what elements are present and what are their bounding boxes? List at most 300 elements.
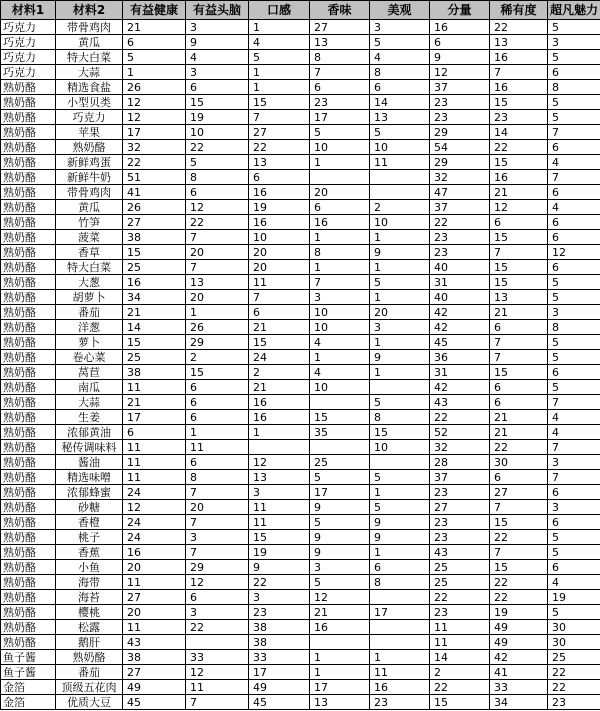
stat-cell: 5: [370, 275, 430, 290]
stat-cell: 15: [490, 275, 548, 290]
stat-cell: 20: [186, 500, 249, 515]
ingredient2-cell: 新鲜牛奶: [56, 170, 123, 185]
ingredient2-cell: 胡萝卜: [56, 290, 123, 305]
stat-cell: 2: [186, 350, 249, 365]
stat-cell: 10: [370, 440, 430, 455]
stat-cell: 5: [186, 155, 249, 170]
table-row: [1, 575, 600, 590]
stat-cell: 3: [249, 590, 310, 605]
stat-cell: 1: [370, 650, 430, 665]
stat-cell: 1: [310, 665, 370, 680]
stat-cell: 49: [123, 680, 186, 695]
stat-cell: 54: [430, 140, 490, 155]
stat-cell: 7: [548, 125, 600, 140]
stat-cell: 4: [548, 425, 600, 440]
ingredient2-cell: 带骨鸡肉: [56, 185, 123, 200]
stat-cell: 38: [123, 230, 186, 245]
table-row: [1, 365, 600, 380]
stat-cell: 29: [430, 125, 490, 140]
table-row: [1, 290, 600, 305]
stat-cell: 8: [310, 50, 370, 65]
stat-cell: 23: [249, 605, 310, 620]
stat-cell: 16: [490, 80, 548, 95]
column-header: 口感: [249, 1, 310, 20]
stat-cell: 12: [310, 590, 370, 605]
stat-cell: 26: [123, 80, 186, 95]
stat-cell: 11: [123, 380, 186, 395]
stat-cell: 38: [123, 365, 186, 380]
stat-cell: [370, 620, 430, 635]
ingredient2-cell: 小型贝类: [56, 95, 123, 110]
stat-cell: 3: [548, 305, 600, 320]
stat-cell: 6: [548, 515, 600, 530]
column-header: 美观: [370, 1, 430, 20]
stat-cell: 42: [430, 305, 490, 320]
stat-cell: 1: [249, 20, 310, 35]
ingredient1-cell: 熟奶酪: [1, 500, 56, 515]
stat-cell: 31: [430, 275, 490, 290]
table-row: [1, 455, 600, 470]
stat-cell: 15: [249, 335, 310, 350]
ingredient1-cell: 熟奶酪: [1, 620, 56, 635]
table-row: [1, 410, 600, 425]
stat-cell: 28: [430, 455, 490, 470]
stat-cell: 7: [186, 695, 249, 710]
stat-cell: 5: [370, 500, 430, 515]
stat-cell: 15: [249, 95, 310, 110]
stat-cell: 2: [370, 200, 430, 215]
stat-cell: 6: [490, 320, 548, 335]
stat-cell: 7: [249, 290, 310, 305]
stat-cell: 1: [370, 335, 430, 350]
stat-cell: 11: [123, 440, 186, 455]
stat-cell: [370, 185, 430, 200]
stat-cell: 33: [249, 650, 310, 665]
stat-cell: 9: [310, 500, 370, 515]
stat-cell: 27: [490, 485, 548, 500]
ingredient1-cell: 巧克力: [1, 35, 56, 50]
stat-cell: 6: [548, 365, 600, 380]
stat-cell: 38: [249, 620, 310, 635]
stat-cell: 17: [310, 485, 370, 500]
stat-cell: 24: [123, 515, 186, 530]
stat-cell: 40: [430, 260, 490, 275]
ingredient2-cell: 生姜: [56, 410, 123, 425]
ingredient1-cell: 熟奶酪: [1, 110, 56, 125]
stat-cell: 1: [310, 155, 370, 170]
stat-cell: 27: [123, 215, 186, 230]
ingredient2-cell: 香草: [56, 245, 123, 260]
ingredient1-cell: 熟奶酪: [1, 470, 56, 485]
stat-cell: 23: [430, 485, 490, 500]
table-row: [1, 530, 600, 545]
ingredient2-cell: 新鲜鸡蛋: [56, 155, 123, 170]
stat-cell: 7: [490, 545, 548, 560]
stat-cell: 36: [430, 350, 490, 365]
ingredient2-cell: 番茄: [56, 305, 123, 320]
ingredient2-cell: 樱桃: [56, 605, 123, 620]
stat-cell: 17: [249, 665, 310, 680]
stat-cell: 9: [430, 50, 490, 65]
stat-cell: 13: [310, 35, 370, 50]
stat-cell: 10: [249, 230, 310, 245]
stat-cell: 11: [123, 620, 186, 635]
stat-cell: 7: [490, 65, 548, 80]
stat-cell: 20: [123, 560, 186, 575]
stat-cell: 27: [249, 125, 310, 140]
stat-cell: 24: [123, 530, 186, 545]
stat-cell: 3: [310, 560, 370, 575]
stat-cell: [370, 455, 430, 470]
ingredient1-cell: 熟奶酪: [1, 455, 56, 470]
stat-cell: 5: [123, 50, 186, 65]
stat-cell: 43: [430, 545, 490, 560]
stat-cell: 5: [548, 545, 600, 560]
stat-cell: 6: [490, 470, 548, 485]
stat-cell: 26: [123, 200, 186, 215]
ingredient2-cell: 番茄: [56, 665, 123, 680]
stat-cell: 43: [123, 635, 186, 650]
stat-cell: 22: [490, 590, 548, 605]
table-row: [1, 95, 600, 110]
ingredient2-cell: 秘传调味料: [56, 440, 123, 455]
stat-cell: 9: [370, 530, 430, 545]
stat-cell: 6: [186, 185, 249, 200]
stat-cell: 5: [249, 50, 310, 65]
table-row: [1, 560, 600, 575]
stat-cell: 7: [548, 395, 600, 410]
stat-cell: 12: [430, 65, 490, 80]
stat-cell: 9: [310, 530, 370, 545]
stat-cell: 15: [490, 230, 548, 245]
ingredient1-cell: 巧克力: [1, 50, 56, 65]
stat-cell: 3: [370, 20, 430, 35]
stat-cell: [370, 635, 430, 650]
stat-cell: 6: [310, 200, 370, 215]
stat-cell: 16: [123, 275, 186, 290]
ingredient1-cell: 熟奶酪: [1, 575, 56, 590]
stat-cell: 22: [430, 215, 490, 230]
stat-cell: 15: [249, 530, 310, 545]
stat-cell: 17: [370, 605, 430, 620]
stat-cell: 23: [430, 95, 490, 110]
ingredient2-cell: 小鱼: [56, 560, 123, 575]
stat-cell: 24: [249, 350, 310, 365]
stat-cell: 1: [186, 425, 249, 440]
stat-cell: 27: [123, 665, 186, 680]
stat-cell: 43: [430, 395, 490, 410]
ingredient1-cell: 熟奶酪: [1, 545, 56, 560]
stat-cell: 25: [548, 650, 600, 665]
ingredient2-cell: 松露: [56, 620, 123, 635]
stat-cell: 7: [186, 485, 249, 500]
stat-cell: 8: [186, 170, 249, 185]
stat-cell: 4: [310, 335, 370, 350]
stat-cell: 1: [370, 485, 430, 500]
stat-cell: 9: [249, 560, 310, 575]
ingredient1-cell: 熟奶酪: [1, 290, 56, 305]
stat-cell: 20: [123, 605, 186, 620]
stat-cell: 27: [123, 590, 186, 605]
stat-cell: 13: [370, 110, 430, 125]
stat-cell: 15: [490, 560, 548, 575]
stat-cell: 1: [370, 290, 430, 305]
stat-cell: 37: [430, 470, 490, 485]
stat-cell: 6: [430, 35, 490, 50]
stat-cell: 31: [430, 365, 490, 380]
ingredient2-cell: 浓郁蜂蜜: [56, 485, 123, 500]
ingredient2-cell: 菠菜: [56, 230, 123, 245]
ingredient1-cell: 熟奶酪: [1, 515, 56, 530]
stat-cell: 6: [186, 590, 249, 605]
ingredient1-cell: 熟奶酪: [1, 260, 56, 275]
stat-cell: 12: [186, 575, 249, 590]
table-row: [1, 335, 600, 350]
ingredient2-cell: 南瓜: [56, 380, 123, 395]
stat-cell: 5: [548, 290, 600, 305]
stat-cell: 5: [370, 470, 430, 485]
ingredient2-cell: 巧克力: [56, 110, 123, 125]
ingredient2-cell: 鹅肝: [56, 635, 123, 650]
ingredient1-cell: 熟奶酪: [1, 350, 56, 365]
stat-cell: 26: [186, 320, 249, 335]
stat-cell: 14: [430, 650, 490, 665]
stat-cell: 15: [123, 335, 186, 350]
stat-cell: 17: [310, 110, 370, 125]
stat-cell: 25: [123, 350, 186, 365]
stat-cell: 32: [430, 170, 490, 185]
stat-cell: 16: [310, 620, 370, 635]
ingredient2-cell: 精选食盐: [56, 80, 123, 95]
stat-cell: 15: [186, 95, 249, 110]
stat-cell: 13: [249, 470, 310, 485]
stat-cell: 4: [548, 575, 600, 590]
stat-cell: 7: [186, 260, 249, 275]
table-row: [1, 605, 600, 620]
ingredient2-cell: 带骨鸡肉: [56, 20, 123, 35]
stat-cell: 5: [548, 50, 600, 65]
stat-cell: 4: [548, 155, 600, 170]
stat-cell: [249, 440, 310, 455]
stat-cell: 49: [249, 680, 310, 695]
stat-cell: 3: [370, 320, 430, 335]
stat-cell: 22: [548, 665, 600, 680]
stat-cell: 20: [186, 245, 249, 260]
ingredient1-cell: 熟奶酪: [1, 590, 56, 605]
stat-cell: 23: [490, 110, 548, 125]
stat-cell: 1: [310, 650, 370, 665]
stat-cell: [370, 170, 430, 185]
table-row: [1, 470, 600, 485]
stat-cell: 14: [370, 95, 430, 110]
table-row: [1, 500, 600, 515]
ingredient1-cell: 熟奶酪: [1, 230, 56, 245]
ingredient1-cell: 熟奶酪: [1, 155, 56, 170]
stat-cell: [310, 440, 370, 455]
stat-cell: 16: [249, 185, 310, 200]
stat-cell: 35: [310, 425, 370, 440]
column-header: 有益头脑: [186, 1, 249, 20]
stat-cell: 11: [430, 620, 490, 635]
stat-cell: 5: [370, 395, 430, 410]
stat-cell: 1: [186, 305, 249, 320]
table-row: [1, 155, 600, 170]
stat-cell: 15: [490, 515, 548, 530]
ingredient2-cell: 大蒜: [56, 395, 123, 410]
ingredient1-cell: 巧克力: [1, 20, 56, 35]
stat-cell: 8: [370, 575, 430, 590]
stat-cell: 34: [123, 290, 186, 305]
stat-cell: 16: [249, 215, 310, 230]
stat-cell: 11: [430, 635, 490, 650]
stat-cell: [310, 395, 370, 410]
stat-cell: 32: [430, 440, 490, 455]
stat-cell: 41: [490, 665, 548, 680]
ingredient1-cell: 熟奶酪: [1, 380, 56, 395]
stat-cell: 29: [186, 560, 249, 575]
stat-cell: 15: [370, 425, 430, 440]
stat-cell: 19: [186, 110, 249, 125]
stat-cell: 6: [249, 170, 310, 185]
table-row: [1, 275, 600, 290]
stat-cell: 10: [370, 140, 430, 155]
table-row: [1, 680, 600, 695]
ingredient1-cell: 熟奶酪: [1, 365, 56, 380]
ingredient2-cell: 海苔: [56, 590, 123, 605]
stat-cell: 8: [370, 410, 430, 425]
ingredient2-cell: 莴苣: [56, 365, 123, 380]
stat-cell: 3: [249, 485, 310, 500]
stat-cell: 9: [370, 245, 430, 260]
stat-cell: 3: [186, 20, 249, 35]
stat-cell: 6: [249, 305, 310, 320]
ingredient1-cell: 熟奶酪: [1, 530, 56, 545]
stat-cell: 10: [186, 125, 249, 140]
stat-cell: 45: [249, 695, 310, 710]
ingredient2-cell: 黄瓜: [56, 200, 123, 215]
stat-cell: 3: [548, 455, 600, 470]
stat-cell: 23: [370, 695, 430, 710]
stat-cell: [310, 170, 370, 185]
stat-cell: 21: [123, 395, 186, 410]
stat-cell: 12: [123, 500, 186, 515]
stat-cell: 5: [548, 20, 600, 35]
stat-cell: 22: [186, 620, 249, 635]
stat-cell: 1: [310, 260, 370, 275]
stat-cell: 11: [370, 155, 430, 170]
ingredient1-cell: 熟奶酪: [1, 395, 56, 410]
stat-cell: 22: [490, 20, 548, 35]
stat-cell: 20: [249, 260, 310, 275]
stat-cell: 6: [186, 380, 249, 395]
stat-cell: 16: [249, 395, 310, 410]
table-row: [1, 545, 600, 560]
ingredient1-cell: 鱼子酱: [1, 665, 56, 680]
stat-cell: 7: [490, 350, 548, 365]
table-row: [1, 620, 600, 635]
stat-cell: 15: [430, 695, 490, 710]
table-row: [1, 35, 600, 50]
stat-cell: 10: [310, 140, 370, 155]
stat-cell: 12: [186, 200, 249, 215]
ingredient2-cell: 特大白菜: [56, 260, 123, 275]
stat-cell: 1: [249, 80, 310, 95]
table-row: [1, 425, 600, 440]
stat-cell: 8: [548, 320, 600, 335]
stat-cell: 10: [310, 305, 370, 320]
stat-cell: 1: [370, 260, 430, 275]
stat-cell: 3: [186, 530, 249, 545]
stat-cell: 51: [123, 170, 186, 185]
stat-cell: 11: [123, 455, 186, 470]
ingredient1-cell: 熟奶酪: [1, 125, 56, 140]
stat-cell: 42: [430, 380, 490, 395]
stat-cell: 21: [123, 20, 186, 35]
stat-cell: 16: [310, 215, 370, 230]
stat-cell: 5: [548, 275, 600, 290]
stat-cell: 12: [123, 95, 186, 110]
stat-cell: 16: [123, 545, 186, 560]
ingredient2-cell: 香蕉: [56, 545, 123, 560]
stat-cell: 16: [249, 410, 310, 425]
table-row: [1, 440, 600, 455]
stat-cell: 22: [490, 140, 548, 155]
ingredient1-cell: 熟奶酪: [1, 170, 56, 185]
stat-cell: 7: [548, 440, 600, 455]
stat-cell: 12: [186, 665, 249, 680]
stat-cell: 8: [370, 65, 430, 80]
stat-cell: 13: [249, 155, 310, 170]
stat-cell: 6: [186, 80, 249, 95]
table-row: [1, 395, 600, 410]
stat-cell: 23: [430, 515, 490, 530]
stat-cell: 3: [186, 65, 249, 80]
stat-cell: 23: [310, 95, 370, 110]
ingredient2-cell: 黄瓜: [56, 35, 123, 50]
ingredient2-cell: 优质大豆: [56, 695, 123, 710]
ingredient1-cell: 熟奶酪: [1, 605, 56, 620]
ingredient1-cell: 熟奶酪: [1, 440, 56, 455]
ingredient1-cell: 熟奶酪: [1, 335, 56, 350]
stat-cell: 11: [370, 665, 430, 680]
ingredient2-cell: 洋葱: [56, 320, 123, 335]
stat-cell: 8: [310, 245, 370, 260]
table-row: [1, 230, 600, 245]
stat-cell: 15: [490, 365, 548, 380]
stat-cell: 6: [186, 455, 249, 470]
ingredient1-cell: 熟奶酪: [1, 425, 56, 440]
ingredient2-cell: 砂糖: [56, 500, 123, 515]
ingredient1-cell: 熟奶酪: [1, 95, 56, 110]
stat-cell: 23: [430, 605, 490, 620]
stat-cell: 3: [310, 290, 370, 305]
stat-cell: 40: [430, 290, 490, 305]
stat-cell: [370, 590, 430, 605]
stat-cell: 1: [123, 65, 186, 80]
ingredient1-cell: 熟奶酪: [1, 635, 56, 650]
stat-cell: 33: [186, 650, 249, 665]
stat-cell: 5: [548, 530, 600, 545]
stat-cell: 25: [310, 455, 370, 470]
stat-cell: 7: [186, 515, 249, 530]
ingredient2-cell: 特大白菜: [56, 50, 123, 65]
stat-cell: 3: [548, 500, 600, 515]
stat-cell: 1: [310, 230, 370, 245]
stat-cell: 22: [548, 680, 600, 695]
ingredient2-cell: 卷心菜: [56, 350, 123, 365]
stat-cell: 14: [123, 320, 186, 335]
stat-cell: 21: [249, 320, 310, 335]
